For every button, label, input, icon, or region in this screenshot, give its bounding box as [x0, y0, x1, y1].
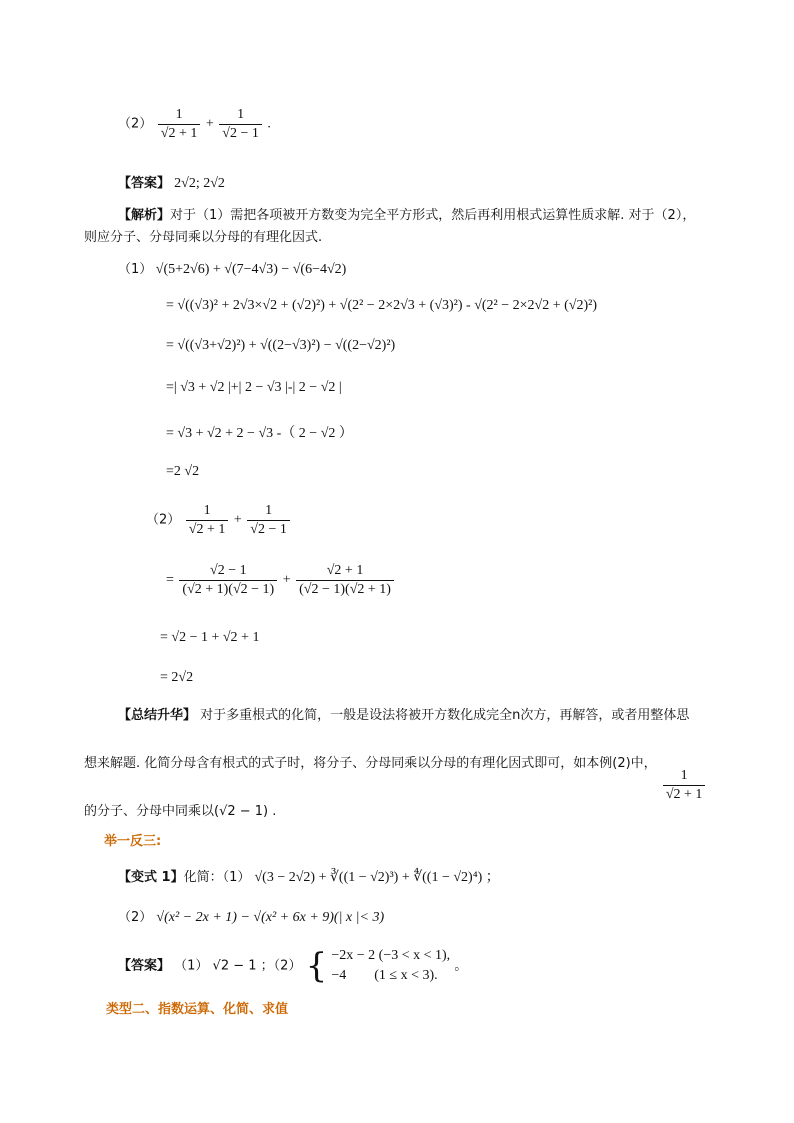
left-brace: { — [305, 946, 328, 986]
fraction — [186, 502, 229, 539]
denominator: √2 − 1 — [219, 124, 262, 143]
practice-heading: 举一反三: — [104, 834, 162, 849]
analysis-line-2: 则应分子、分母同乘以分母的有理化因式. — [84, 230, 323, 245]
answer-line — [118, 172, 225, 192]
analysis-label: 【解析】 — [118, 208, 171, 223]
part-2-label: （2） — [118, 910, 153, 925]
summary-label: 【总结升华】 — [118, 708, 197, 723]
numerator: 1 — [203, 503, 211, 518]
answer-end: 。 — [454, 958, 468, 974]
variant-1-part-2 — [118, 906, 384, 926]
solution-1-step-2: = √((√3+√2)²) + √((2−√3)²) − √((2−√2)²) — [166, 338, 396, 353]
expression: √(5+2√6) + √(7−4√3) − √(6−4√2) — [155, 262, 347, 277]
numerator: √2 + 1 — [326, 563, 364, 578]
summary-line-2 — [84, 752, 707, 804]
variant-label: 【变式 1】 — [118, 870, 184, 885]
solution-1-expression — [118, 258, 346, 278]
summary-text: 想来解题. 化简分母含有根式的式子时，将分子、分母同乘以分母的有理化因式即可，如本例(2)中， — [84, 756, 657, 771]
denominator: √2 + 1 — [186, 520, 229, 539]
summary-line-1 — [118, 704, 689, 723]
fraction — [179, 562, 277, 599]
part-2-expression: √(x² − 2x + 1) − √(x² + 6x + 9)(| x |< 3) — [156, 910, 385, 925]
fraction — [219, 106, 262, 143]
variant-expression: √(3 − 2√2) + ∛((1 − √2)³) + ∜((1 − √2)⁴) ； — [254, 870, 500, 885]
numerator: √2 − 1 — [210, 563, 247, 578]
numerator: 1 — [680, 768, 688, 783]
answer-value: 2√2; 2√2 — [174, 176, 225, 191]
variant-1-answer — [118, 946, 467, 986]
solution-2-step-1 — [166, 562, 396, 599]
section-heading: 类型二、指数运算、化简、求值 — [106, 1002, 289, 1017]
denominator: √2 + 1 — [663, 785, 706, 804]
fraction — [296, 562, 394, 599]
case-2: −4 (1 ≤ x < 3). — [331, 968, 438, 983]
period: . — [267, 116, 271, 132]
analysis-text: 对于（1）需把各项被开方数变为完全平方形式，然后再利用根式运算性质求解. 对于（2）， — [170, 208, 696, 223]
plus-sign: + — [233, 512, 242, 528]
solution-1-step-3: =| √3 + √2 |+| 2 − √3 |-| 2 − √2 | — [166, 380, 342, 395]
plus-sign: + — [205, 116, 214, 132]
numerator: 1 — [265, 503, 273, 518]
solution-1-step-5: =2 √2 — [166, 464, 200, 479]
solution-1-step-4: = √3 + √2 + 2 − √3 -（ 2 − √2 ） — [166, 426, 353, 441]
equals-sign: = — [166, 572, 174, 588]
summary-line-3: 的分子、分母中同乘以(√2 − 1) . — [84, 804, 277, 819]
problem-2-label: （2） — [118, 116, 153, 132]
plus-sign: + — [282, 572, 291, 588]
analysis-line-1 — [118, 204, 695, 223]
piecewise-cases — [331, 946, 450, 986]
denominator: (√2 + 1)(√2 − 1) — [179, 580, 277, 599]
solution-1-label: （1） — [118, 262, 153, 277]
fraction — [247, 502, 290, 539]
answer-label: 【答案】 — [118, 958, 171, 974]
numerator: 1 — [175, 107, 183, 122]
variant-text: 化简：（1） — [183, 870, 251, 885]
denominator: (√2 − 1)(√2 + 1) — [296, 580, 394, 599]
summary-text: 对于多重根式的化简，一般是设法将被开方数化成完全n次方，再解答，或者用整体思 — [200, 708, 690, 723]
solution-1-step-1: = √((√3)² + 2√3×√2 + (√2)²) + √(2² − 2×2√3 + (√3)²) - √(2² − 2×2√2 + (√2)²) — [166, 298, 597, 313]
solution-2-label: （2） — [146, 512, 181, 528]
variant-1-line — [118, 866, 500, 886]
denominator: √2 − 1 — [247, 520, 290, 539]
case-1: −2x − 2 (−3 < x < 1), — [331, 948, 451, 963]
solution-2-step-3: = 2√2 — [160, 670, 194, 685]
solution-2-step-2: = √2 − 1 + √2 + 1 — [160, 630, 260, 645]
denominator: √2 + 1 — [158, 124, 201, 143]
problem-2 — [118, 106, 271, 143]
answer-label: 【答案】 — [118, 176, 171, 191]
answer-part-1: （1） √2 − 1 ；（2） — [174, 958, 302, 974]
solution-2-expression — [146, 502, 292, 539]
fraction — [663, 767, 706, 804]
fraction — [158, 106, 201, 143]
numerator: 1 — [237, 107, 245, 122]
